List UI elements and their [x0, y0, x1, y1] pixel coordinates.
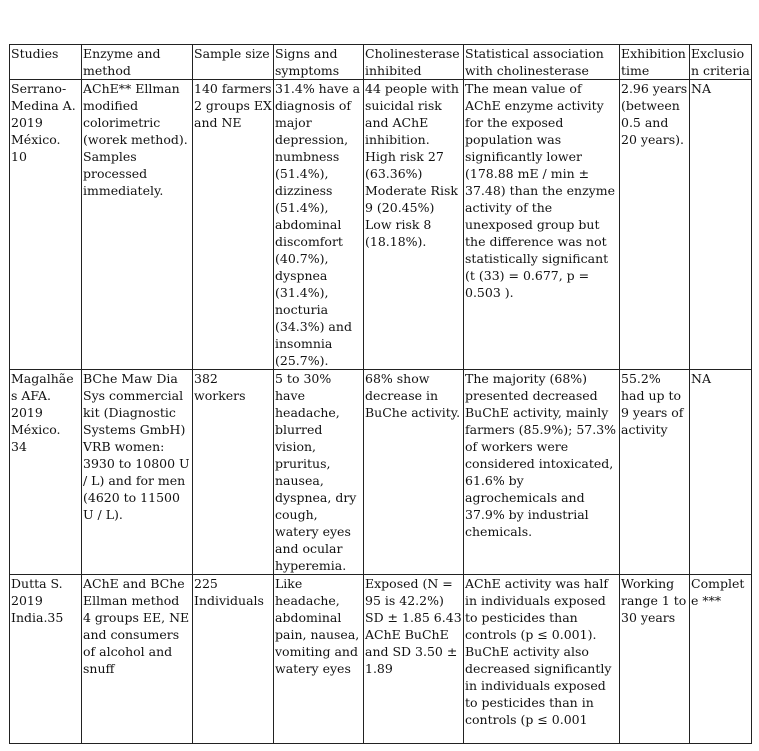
- header-cholinesterase: Cholinesterase inhibited: [364, 45, 464, 80]
- table-row: [10, 80, 752, 370]
- cell-studies: Serrano-Medina A. 2019 México. 10: [10, 80, 82, 370]
- cell-studies: Dutta S. 2019 India.35: [10, 575, 82, 744]
- table-row: [10, 370, 752, 575]
- cell-exclusion-criteria: NA: [690, 80, 752, 370]
- cell-exhibition-time: 55.2% had up to 9 years of activity: [620, 370, 690, 575]
- cell-exhibition-time: 2.96 years (between 0.5 and 20 years).: [620, 80, 690, 370]
- cell-statistical-association: The majority (68%) presented decreased BuChE activity, mainly farmers (85.9%); 57.3% of workers were considered intoxicated, 61.6% by agrochemicals and 37.9% by industrial chemicals.: [464, 370, 620, 575]
- cell-sample-size: 140 farmers 2 groups EX and NE: [193, 80, 274, 370]
- cell-enzyme-method: BChe Maw Dia Sys commercial kit (Diagnostic Systems GmbH) VRB women: 3930 to 10800 U / L) and for men (4620 to 11500 U / L).: [82, 370, 193, 575]
- cell-cholinesterase: 68% show decrease in BuChe activity.: [364, 370, 464, 575]
- header-studies: Studies: [10, 45, 82, 80]
- cell-enzyme-method: AChE** Ellman modified colorimetric (worek method). Samples processed immediately.: [82, 80, 193, 370]
- header-signs-symptoms: Signs and symptoms: [274, 45, 364, 80]
- cell-sample-size: 225 Individuals: [193, 575, 274, 744]
- cell-studies: Magalhães AFA. 2019 México. 34: [10, 370, 82, 575]
- header-exhibition-time: Exhibition time: [620, 45, 690, 80]
- cell-signs-symptoms: 5 to 30% have headache, blurred vision, pruritus, nausea, dyspnea, dry cough, watery eyes and ocular hyperemia.: [274, 370, 364, 575]
- cell-signs-symptoms: Like headache, abdominal pain, nausea, vomiting and watery eyes: [274, 575, 364, 744]
- cell-cholinesterase: Exposed (N = 95 is 42.2%) SD ± 1.85 6.43 AChE BuChE and SD 3.50 ± 1.89: [364, 575, 464, 744]
- header-enzyme-method: Enzyme and method: [82, 45, 193, 80]
- cell-statistical-association: AChE activity was half in individuals exposed to pesticides than controls (p ≤ 0.001). BuChE activity also decreased significantly in individuals exposed to pesticides than in controls (p ≤ 0.001: [464, 575, 620, 744]
- cell-exhibition-time: Working range 1 to 30 years: [620, 575, 690, 744]
- cell-exclusion-criteria: Complete ***: [690, 575, 752, 744]
- studies-table: [9, 44, 752, 744]
- cell-cholinesterase: 44 people with suicidal risk and AChE inhibition. High risk 27 (63.36%) Moderate Risk 9 (20.45%) Low risk 8 (18.18%).: [364, 80, 464, 370]
- cell-statistical-association: The mean value of AChE enzyme activity for the exposed population was significantly lower (178.88 mE / min ± 37.48) than the enzyme activity of the unexposed group but the difference was not statistically significant (t (33) = 0.677, p = 0.503 ).: [464, 80, 620, 370]
- cell-sample-size: 382 workers: [193, 370, 274, 575]
- header-exclusion-criteria: Exclusion criteria: [691, 46, 750, 78]
- cell-exclusion-criteria: NA: [690, 370, 752, 575]
- cell-enzyme-method: AChE and BChe Ellman method 4 groups EE, NE and consumers of alcohol and snuff: [82, 575, 193, 744]
- header-sample-size: Sample size: [193, 45, 274, 80]
- header-statistical-association: Statistical association with cholinesterase: [464, 45, 620, 80]
- cell-signs-symptoms: 31.4% have a diagnosis of major depression, numbness (51.4%), dizziness (51.4%), abdominal discomfort (40.7%), dyspnea (31.4%), nocturia (34.3%) and insomnia (25.7%).: [274, 80, 364, 370]
- table-row: [10, 575, 752, 744]
- header-row: [10, 45, 752, 80]
